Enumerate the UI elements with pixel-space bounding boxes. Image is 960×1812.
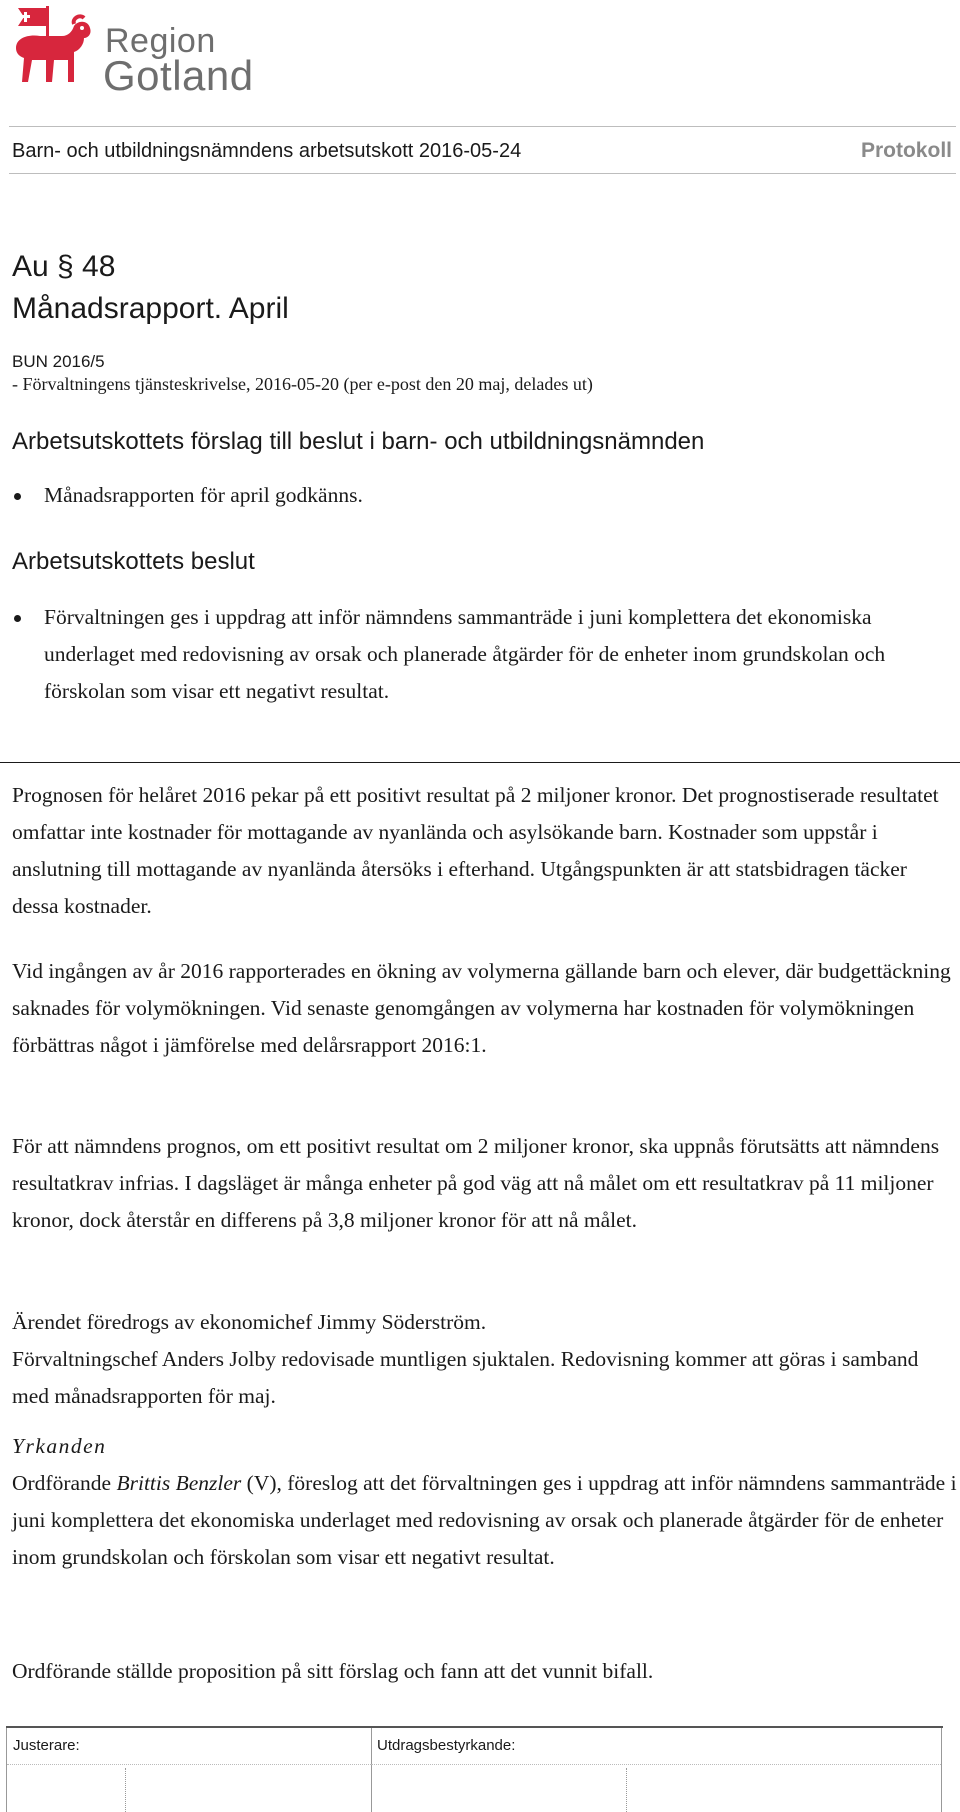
logo-text-region: Region xyxy=(105,22,216,60)
document-type: Protokoll xyxy=(860,139,952,162)
logo-text-gotland: Gotland xyxy=(103,52,254,99)
proposal-bullet: Månadsrapporten för april godkänns. xyxy=(44,483,363,507)
section-divider xyxy=(0,762,960,763)
yrkanden-prefix: Ordförande xyxy=(12,1471,117,1495)
body-paragraph: Prognosen för helåret 2016 pekar på ett positivt resultat på 2 miljoner kronor. Det prognostiserade resultatet omfattar inte kostnader för mottagande av nyanlända och asylsökande barn. Kostnader som uppstår i anslutning till mottagande av nyanlända återsöks i efterhand. Utgångspunkten är att statsbidragen täcker dessa kostnader. xyxy=(12,783,939,918)
yrkanden-paragraph xyxy=(12,1465,957,1576)
yrkanden-text: (V), föreslog att det förvaltningen ges i uppdrag att inför nämndens sammanträde i juni komplettera det ekonomiska underlaget med redovisning av orsak och planerade åtgärder för de enheter inom grundskolan och förskolan som visar ett negativt resultat. xyxy=(12,1471,957,1569)
meeting-title: Barn- och utbildningsnämndens arbetsutskott 2016-05-24 xyxy=(12,140,522,162)
item-title: Månadsrapport. April xyxy=(12,292,289,325)
attachment-reference: - Förvaltningens tjänsteskrivelse, 2016-05-20 (per e-post den 20 maj, delades ut) xyxy=(12,374,593,394)
bullet-icon xyxy=(14,615,21,622)
cell-divider xyxy=(626,1768,628,1812)
decision-heading: Arbetsutskottets beslut xyxy=(12,548,255,575)
body-paragraph: Ärendet föredrogs av ekonomichef Jimmy Söderström. xyxy=(12,1310,487,1334)
cell-divider xyxy=(7,1764,371,1765)
body-paragraph: Ordförande ställde proposition på sitt förslag och fann att det vunnit bifall. xyxy=(12,1659,654,1683)
case-number: BUN 2016/5 xyxy=(12,352,105,371)
yrkanden-heading: Yrkanden xyxy=(12,1434,107,1458)
cell-divider xyxy=(125,1768,127,1812)
bullet-icon xyxy=(14,493,21,500)
header-divider-bottom xyxy=(9,173,956,174)
paragraph-number: Au § 48 xyxy=(12,250,116,283)
yrkanden-name: Brittis Benzler xyxy=(116,1471,242,1495)
body-paragraph: Vid ingången av år 2016 rapporterades en ökning av volymerna gällande barn och elever, där budgettäckning saknades för volymökningen. Vid senaste genomgången av volymerna har kostnaden för volymökningen förbättras något i jämförelse med delårsrapport 2016:1. xyxy=(12,959,951,1057)
cell-divider xyxy=(371,1764,941,1765)
justerare-label: Justerare: xyxy=(13,1737,80,1754)
utdragsbestyrkande-label: Utdragsbestyrkande: xyxy=(377,1737,516,1754)
utdragsbestyrkande-cell xyxy=(371,1728,942,1812)
body-paragraph: Förvaltningschef Anders Jolby redovisade muntligen sjuktalen. Redovisning kommer att göras i samband med månadsrapporten för maj. xyxy=(12,1347,919,1408)
ram-emblem-icon xyxy=(10,4,100,90)
proposal-heading: Arbetsutskottets förslag till beslut i barn- och utbildningsnämnden xyxy=(12,428,705,455)
header-divider-top xyxy=(9,126,956,127)
decision-bullet: Förvaltningen ges i uppdrag att inför nämndens sammanträde i juni komplettera det ekonomiska underlaget med redovisning av orsak och planerade åtgärder för de enheter inom grundskolan och förskolan som visar ett negativt resultat. xyxy=(44,605,886,703)
region-gotland-logo xyxy=(10,4,254,99)
justerare-cell xyxy=(6,1728,372,1812)
signature-table xyxy=(6,1726,943,1812)
body-paragraph: För att nämndens prognos, om ett positivt resultat om 2 miljoner kronor, ska uppnås förutsätts att nämndens resultatkrav infrias. I dagsläget är många enheter på god väg att nå målet om ett resultatkrav på 11 miljoner kronor, dock återstår en differens på 3,8 miljoner kronor för att nå målet. xyxy=(12,1134,940,1232)
